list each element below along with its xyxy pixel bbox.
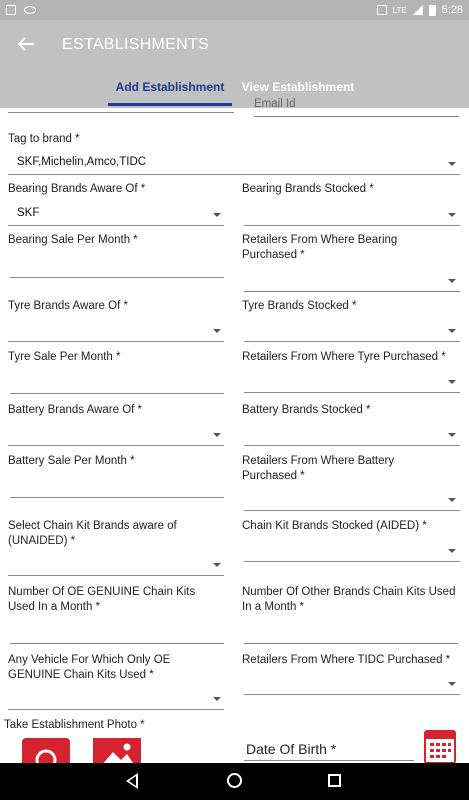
system-navigation-bar — [0, 763, 469, 800]
tyre-brands-stocked-label: Tyre Brands Stocked * — [242, 300, 357, 312]
retailers-tidc-label: Retailers From Where TIDC Purchased * — [242, 654, 451, 666]
chevron-down-icon[interactable] — [448, 498, 456, 502]
tag-to-brand-label: Tag to brand * — [8, 133, 80, 145]
oe-genuine-chain-kits-label: Number Of OE GENUINE Chain Kits Used In a Month * — [8, 586, 196, 613]
arrow-left-icon[interactable] — [16, 34, 40, 58]
chain-kit-aware-label: Select Chain Kit Brands aware of (UNAIDED) * — [8, 520, 177, 547]
partial-right-field-underline — [254, 116, 459, 117]
chain-kit-stocked-underline — [244, 561, 460, 562]
calendar-icon[interactable] — [424, 730, 456, 764]
tab-add-establishment[interactable]: Add Establishment — [115, 80, 225, 94]
battery-sale-label: Battery Sale Per Month * — [8, 455, 135, 467]
bearing-sale-input[interactable] — [10, 277, 224, 278]
retailers-bearing-underline — [244, 291, 460, 292]
bearing-brands-aware-underline — [8, 225, 224, 226]
other-brands-chain-kits-label: Number Of Other Brands Chain Kits Used In a Month * — [242, 586, 456, 613]
nav-back-icon[interactable] — [126, 773, 138, 789]
nav-recents-icon[interactable] — [328, 774, 341, 787]
chevron-down-icon[interactable] — [448, 682, 456, 686]
chain-kit-stocked-label: Chain Kit Brands Stocked (AIDED) * — [242, 520, 427, 532]
chevron-down-icon[interactable] — [213, 329, 221, 333]
image-notification-icon — [6, 5, 16, 15]
chevron-down-icon[interactable] — [213, 213, 221, 217]
chevron-down-icon[interactable] — [213, 697, 221, 701]
page-title: ESTABLISHMENTS — [62, 36, 210, 53]
take-photo-label: Take Establishment Photo * — [4, 719, 145, 731]
chevron-down-icon[interactable] — [448, 380, 456, 384]
battery-brands-aware-underline — [8, 445, 224, 446]
tab-indicator — [108, 103, 232, 106]
retailers-battery-label: Retailers From Where Battery Purchased * — [242, 455, 395, 482]
tyre-brands-aware-underline — [8, 341, 224, 342]
retailers-tyre-underline — [244, 392, 460, 393]
tyre-brands-stocked-underline — [244, 341, 460, 342]
battery-brands-stocked-label: Battery Brands Stocked * — [242, 404, 371, 416]
tyre-sale-label: Tyre Sale Per Month * — [8, 351, 121, 363]
chevron-down-icon[interactable] — [448, 213, 456, 217]
chevron-down-icon[interactable] — [448, 162, 456, 166]
status-time: 5:28 — [441, 4, 463, 16]
chevron-down-icon[interactable] — [213, 433, 221, 437]
chevron-down-icon[interactable] — [448, 549, 456, 553]
tyre-sale-input[interactable] — [10, 393, 224, 394]
battery-icon — [429, 5, 436, 16]
retailers-bearing-label: Retailers From Where Bearing Purchased * — [242, 234, 398, 261]
form-scroll-area[interactable] — [0, 98, 469, 763]
bearing-brands-aware-value[interactable]: SKF — [17, 207, 40, 219]
chevron-down-icon[interactable] — [448, 329, 456, 333]
partial-left-field-underline — [8, 112, 234, 113]
battery-sale-input[interactable] — [10, 497, 224, 498]
date-of-birth-label: Date Of Birth * — [246, 741, 337, 757]
chevron-down-icon[interactable] — [448, 279, 456, 283]
battery-brands-stocked-underline — [244, 445, 460, 446]
chevron-down-icon[interactable] — [213, 563, 221, 567]
status-bar — [0, 0, 469, 20]
gamepad-notification-icon — [24, 6, 36, 14]
bearing-sale-label: Bearing Sale Per Month * — [8, 234, 138, 246]
tag-to-brand-underline — [8, 174, 460, 175]
bearing-brands-aware-label: Bearing Brands Aware Of * — [8, 183, 146, 195]
chevron-down-icon[interactable] — [448, 433, 456, 437]
vehicle-oe-only-label: Any Vehicle For Which Only OE GENUINE Chain Kits Used * — [8, 654, 171, 681]
chain-kit-aware-underline — [8, 575, 224, 576]
tag-to-brand-value[interactable]: SKF,Michelin,Amco,TIDC — [17, 156, 147, 168]
bearing-brands-stocked-underline — [244, 225, 460, 226]
vibrate-icon — [377, 5, 387, 15]
battery-brands-aware-label: Battery Brands Aware Of * — [8, 404, 143, 416]
partial-email-field[interactable]: Email Id — [254, 98, 296, 110]
nav-home-icon[interactable] — [227, 773, 242, 788]
retailers-tidc-underline — [244, 694, 460, 695]
network-type: LTE — [392, 5, 407, 15]
retailers-tyre-label: Retailers From Where Tyre Purchased * — [242, 351, 446, 363]
tab-view-establishment[interactable]: View Establishment — [241, 80, 355, 94]
vehicle-oe-only-underline — [8, 709, 224, 710]
oe-genuine-chain-kits-input[interactable] — [10, 643, 224, 644]
date-of-birth-underline[interactable] — [244, 760, 414, 761]
app-bar — [0, 20, 469, 108]
other-brands-chain-kits-input[interactable] — [244, 643, 458, 644]
tyre-brands-aware-label: Tyre Brands Aware Of * — [8, 300, 128, 312]
bearing-brands-stocked-label: Bearing Brands Stocked * — [242, 183, 374, 195]
retailers-battery-underline — [244, 510, 460, 511]
signal-icon — [413, 5, 423, 15]
